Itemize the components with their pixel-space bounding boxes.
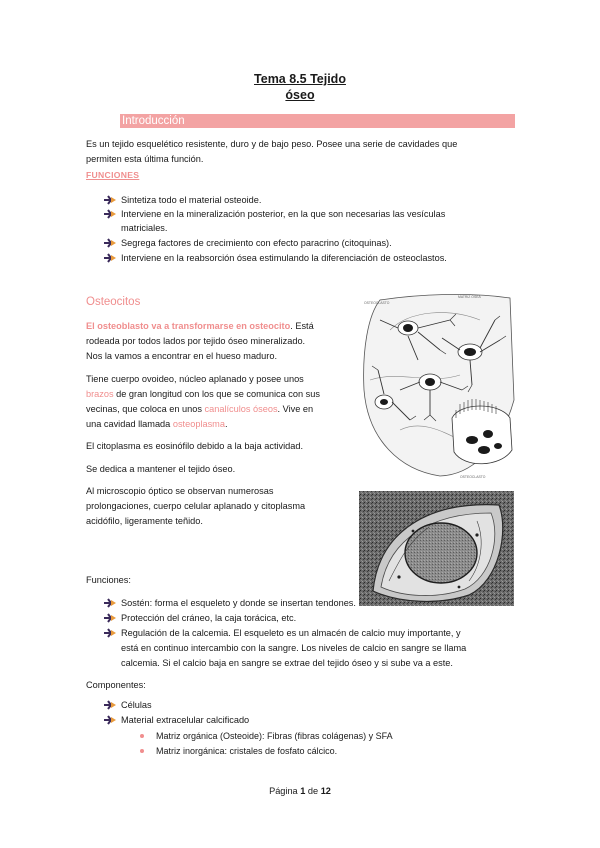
intro-bullet: Sintetiza todo el material osteoide.	[104, 193, 261, 207]
intro-bullet: Segrega factores de crecimiento con efecto paracrino (citoquinas).	[104, 236, 392, 250]
intro-bullet: Interviene en la mineralización posterior, en la que son necesarias las vesículas	[104, 207, 445, 221]
osteocyte-micrograph	[359, 491, 514, 606]
funciones-heading: Funciones:	[86, 575, 131, 585]
page-number: Página 1 de 12	[269, 786, 331, 796]
arrow-bullet-icon	[104, 613, 116, 623]
diagram-label: OSTEOCLASTO	[364, 301, 390, 305]
osteocitos-p5-line1: Al microscopio óptico se observan numerosas	[86, 486, 274, 496]
funcion-bullet-continuation: está en continuo intercambio con la sangre. Los niveles de calcio en sangre se llama	[121, 643, 467, 653]
osteocitos-p2-line2: brazos de gran longitud con los que se comunica con sus	[86, 389, 320, 399]
arrow-bullet-icon	[104, 195, 116, 205]
sub-bullet: Matriz inorgánica: cristales de fosfato cálcico.	[140, 744, 337, 758]
funcion-bullet-continuation: calcemia. Si el calcio baja en sangre se extrae del tejido óseo y si sube va a este.	[121, 658, 453, 668]
intro-heading: Introducción	[120, 114, 515, 128]
osteocitos-p3: El citoplasma es eosinófilo debido a la baja actividad.	[86, 441, 304, 451]
funcion-bullet: Regulación de la calcemia. El esqueleto es un almacén de calcio muy importante, y	[104, 626, 461, 640]
osteocitos-p5-line3: acidófilo, ligeramente teñido.	[86, 516, 203, 526]
arrow-bullet-icon	[104, 238, 116, 248]
osteocitos-heading: Osteocitos	[86, 296, 141, 308]
osteocitos-p1-line2: rodeada por todos lados por tejido óseo mineralizado.	[86, 336, 306, 346]
osteocitos-p4: Se dedica a mantener el tejido óseo.	[86, 464, 236, 474]
diagram-label: OSTEOCLASTO	[460, 475, 486, 479]
intro-bullet: Interviene en la reabsorción ósea estimulando la diferenciación de osteoclastos.	[104, 251, 447, 265]
funcion-bullet: Protección del cráneo, la caja torácica, etc.	[104, 611, 296, 625]
funcion-bullet: Sostén: forma el esqueleto y donde se insertan tendones.	[104, 596, 356, 610]
osteocitos-p2-line4: una cavidad llamada osteoplasma.	[86, 419, 228, 429]
osteocyte-diagram	[360, 290, 518, 480]
componentes-heading: Componentes:	[86, 680, 146, 690]
componente-bullet: Células	[104, 698, 152, 712]
osteocitos-p5-line2: prolongaciones, cuerpo celular aplanado y citoplasma	[86, 501, 306, 511]
componente-bullet: Material extracelular calcificado	[104, 713, 249, 727]
osteocitos-p1-line1: El osteoblasto va a transformarse en osteocito. Está	[86, 321, 314, 331]
intro-paragraph-line2: permiten esta última función.	[86, 154, 204, 164]
sub-bullet: Matriz orgánica (Osteoide): Fibras (fibras colágenas) y SFA	[140, 729, 393, 743]
intro-paragraph-line1: Es un tejido esquelético resistente, duro y de bajo peso. Posee una serie de cavidades que	[86, 139, 458, 149]
dot-bullet-icon	[140, 734, 144, 738]
arrow-bullet-icon	[104, 209, 116, 219]
page-title-line2: óseo	[285, 88, 315, 102]
osteocitos-p2-line1: Tiene cuerpo ovoideo, núcleo aplanado y posee unos	[86, 374, 304, 384]
arrow-bullet-icon	[104, 253, 116, 263]
osteocitos-p1-line3: Nos la vamos a encontrar en el hueso maduro.	[86, 351, 277, 361]
diagram-label: MATRIZ ÓSEA	[458, 295, 481, 299]
arrow-bullet-icon	[104, 628, 116, 638]
arrow-bullet-icon	[104, 715, 116, 725]
arrow-bullet-icon	[104, 700, 116, 710]
dot-bullet-icon	[140, 749, 144, 753]
page-title-line1: Tema 8.5 Tejido	[254, 72, 346, 86]
funciones-label: FUNCIONES	[86, 170, 140, 180]
intro-bullet-continuation: matriciales.	[121, 223, 168, 233]
arrow-bullet-icon	[104, 598, 116, 608]
osteocitos-p2-line3: vecinas, que coloca en unos canalículos óseos. Vive en	[86, 404, 314, 414]
